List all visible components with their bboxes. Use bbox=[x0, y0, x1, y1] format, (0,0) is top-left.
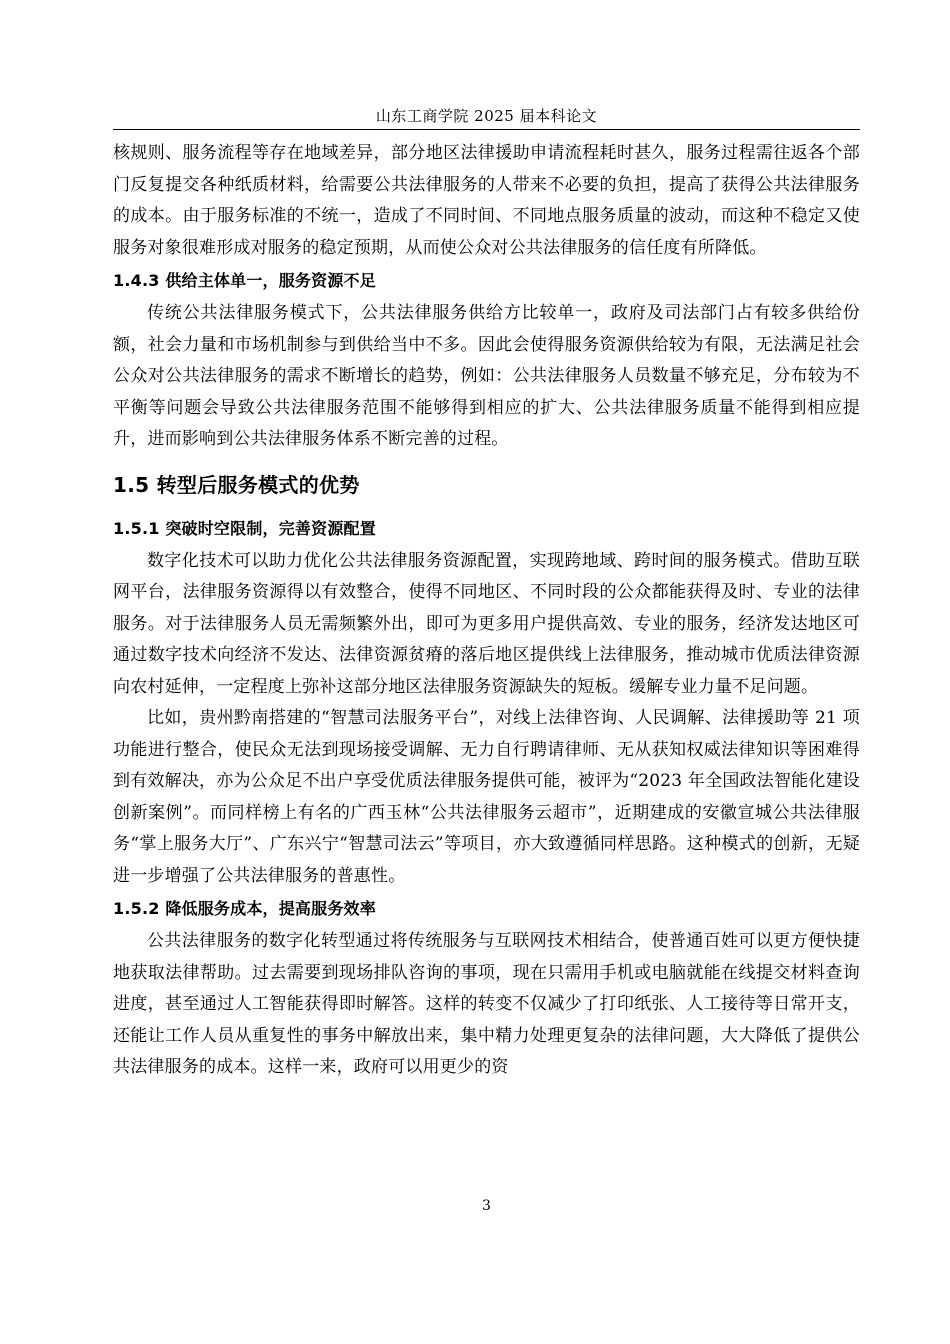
page-body bbox=[113, 138, 860, 1084]
paragraph-1-5-2: 公共法律服务的数字化转型通过将传统服务与互联网技术相结合，使普通百姓可以更方便快捷地获取法律帮助。过去需要到现场排队咨询的事项，现在只需用手机或电脑就能在线提交材料查询进度，甚至通过人工智能获得即时解答。这样的转变不仅减少了打印纸张、人工接待等日常开支，还能让工作人员从重复性的事务中解放出来，集中精力处理更复杂的法律问题，大大降低了提供公共法律服务的成本。这样一来，政府可以用更少的资 bbox=[113, 931, 860, 1077]
paragraph-1-5-1-a: 数字化技术可以助力优化公共法律服务资源配置，实现跨地域、跨时间的服务模式。借助互联网平台，法律服务资源得以有效整合，使得不同地区、不同时段的公众都能获得及时、专业的法律服务。对于法律服务人员无需频繁外出，即可为更多用户提供高效、专业的服务，经济发达地区可通过数字技术向经济不发达、法律资源贫瘠的落后地区提供线上法律服务，推动城市优质法律资源向农村延伸，一定程度上弥补这部分地区法律服务资源缺失的短板。缓解专业力量不足问题。 bbox=[113, 550, 860, 697]
page-number: 3 bbox=[482, 1198, 491, 1214]
section-heading-1-4-3: 1.4.3 供给主体单一，服务资源不足 bbox=[113, 271, 376, 290]
paragraph-1-4-3: 传统公共法律服务模式下，公共法律服务供给方比较单一，政府及司法部门占有较多供给份额，社会力量和市场机制参与到供给当中不多。因此会使得服务资源供给较为有限，无法满足社会公众对公共法律服务的需求不断增长的趋势，例如：公共法律服务人员数量不够充足，分布较为不平衡等问题会导致公共法律服务范围不能够得到相应的扩大、公共法律服务质量不能得到相应提升，进而影响到公共法律服务体系不断完善的过程。 bbox=[113, 303, 860, 449]
paragraph-1-5-1-b: 比如，贵州黔南搭建的“智慧司法服务平台”，对线上法律咨询、人民调解、法律援助等 21 项功能进行整合，使民众无法到现场接受调解、无力自行聘请律师、无从获知权威法律知识等困难得到有效解决，亦为公众足不出户享受优质法律服务提供可能，被评为“2023 年全国政法智能化建设创新案例”。而同样榜上有名的广西玉林“公共法律服务云超市”，近期建成的安徽宣城公共法律服务“掌上服务大厅”、广东兴宁“智慧司法云”等项目，亦大致遵循同样思路。这种模式的创新，无疑进一步增强了公共法律服务的普惠性。 bbox=[113, 708, 860, 886]
section-heading-1-5-1: 1.5.1 突破时空限制，完善资源配置 bbox=[113, 518, 376, 538]
section-heading-1-5-2: 1.5.2 降低服务成本，提高服务效率 bbox=[113, 899, 376, 918]
running-header: 山东工商学院 2025 届本科论文 bbox=[375, 107, 598, 125]
header-divider bbox=[113, 129, 860, 130]
paragraph-continued: 核规则、服务流程等存在地域差异，部分地区法律援助申请流程耗时甚久，服务过程需往返各个部门反复提交各种纸质材料，给需要公共法律服务的人带来不必要的负担，提高了获得公共法律服务的成本。由于服务标准的不统一，造成了不同时间、不同地点服务质量的波动，而这种不稳定又使服务对象很难形成对服务的稳定预期，从而使公众对公共法律服务的信任度有所降低。 bbox=[113, 143, 860, 258]
section-heading-1-5: 1.5 转型后服务模式的优势 bbox=[113, 472, 360, 497]
